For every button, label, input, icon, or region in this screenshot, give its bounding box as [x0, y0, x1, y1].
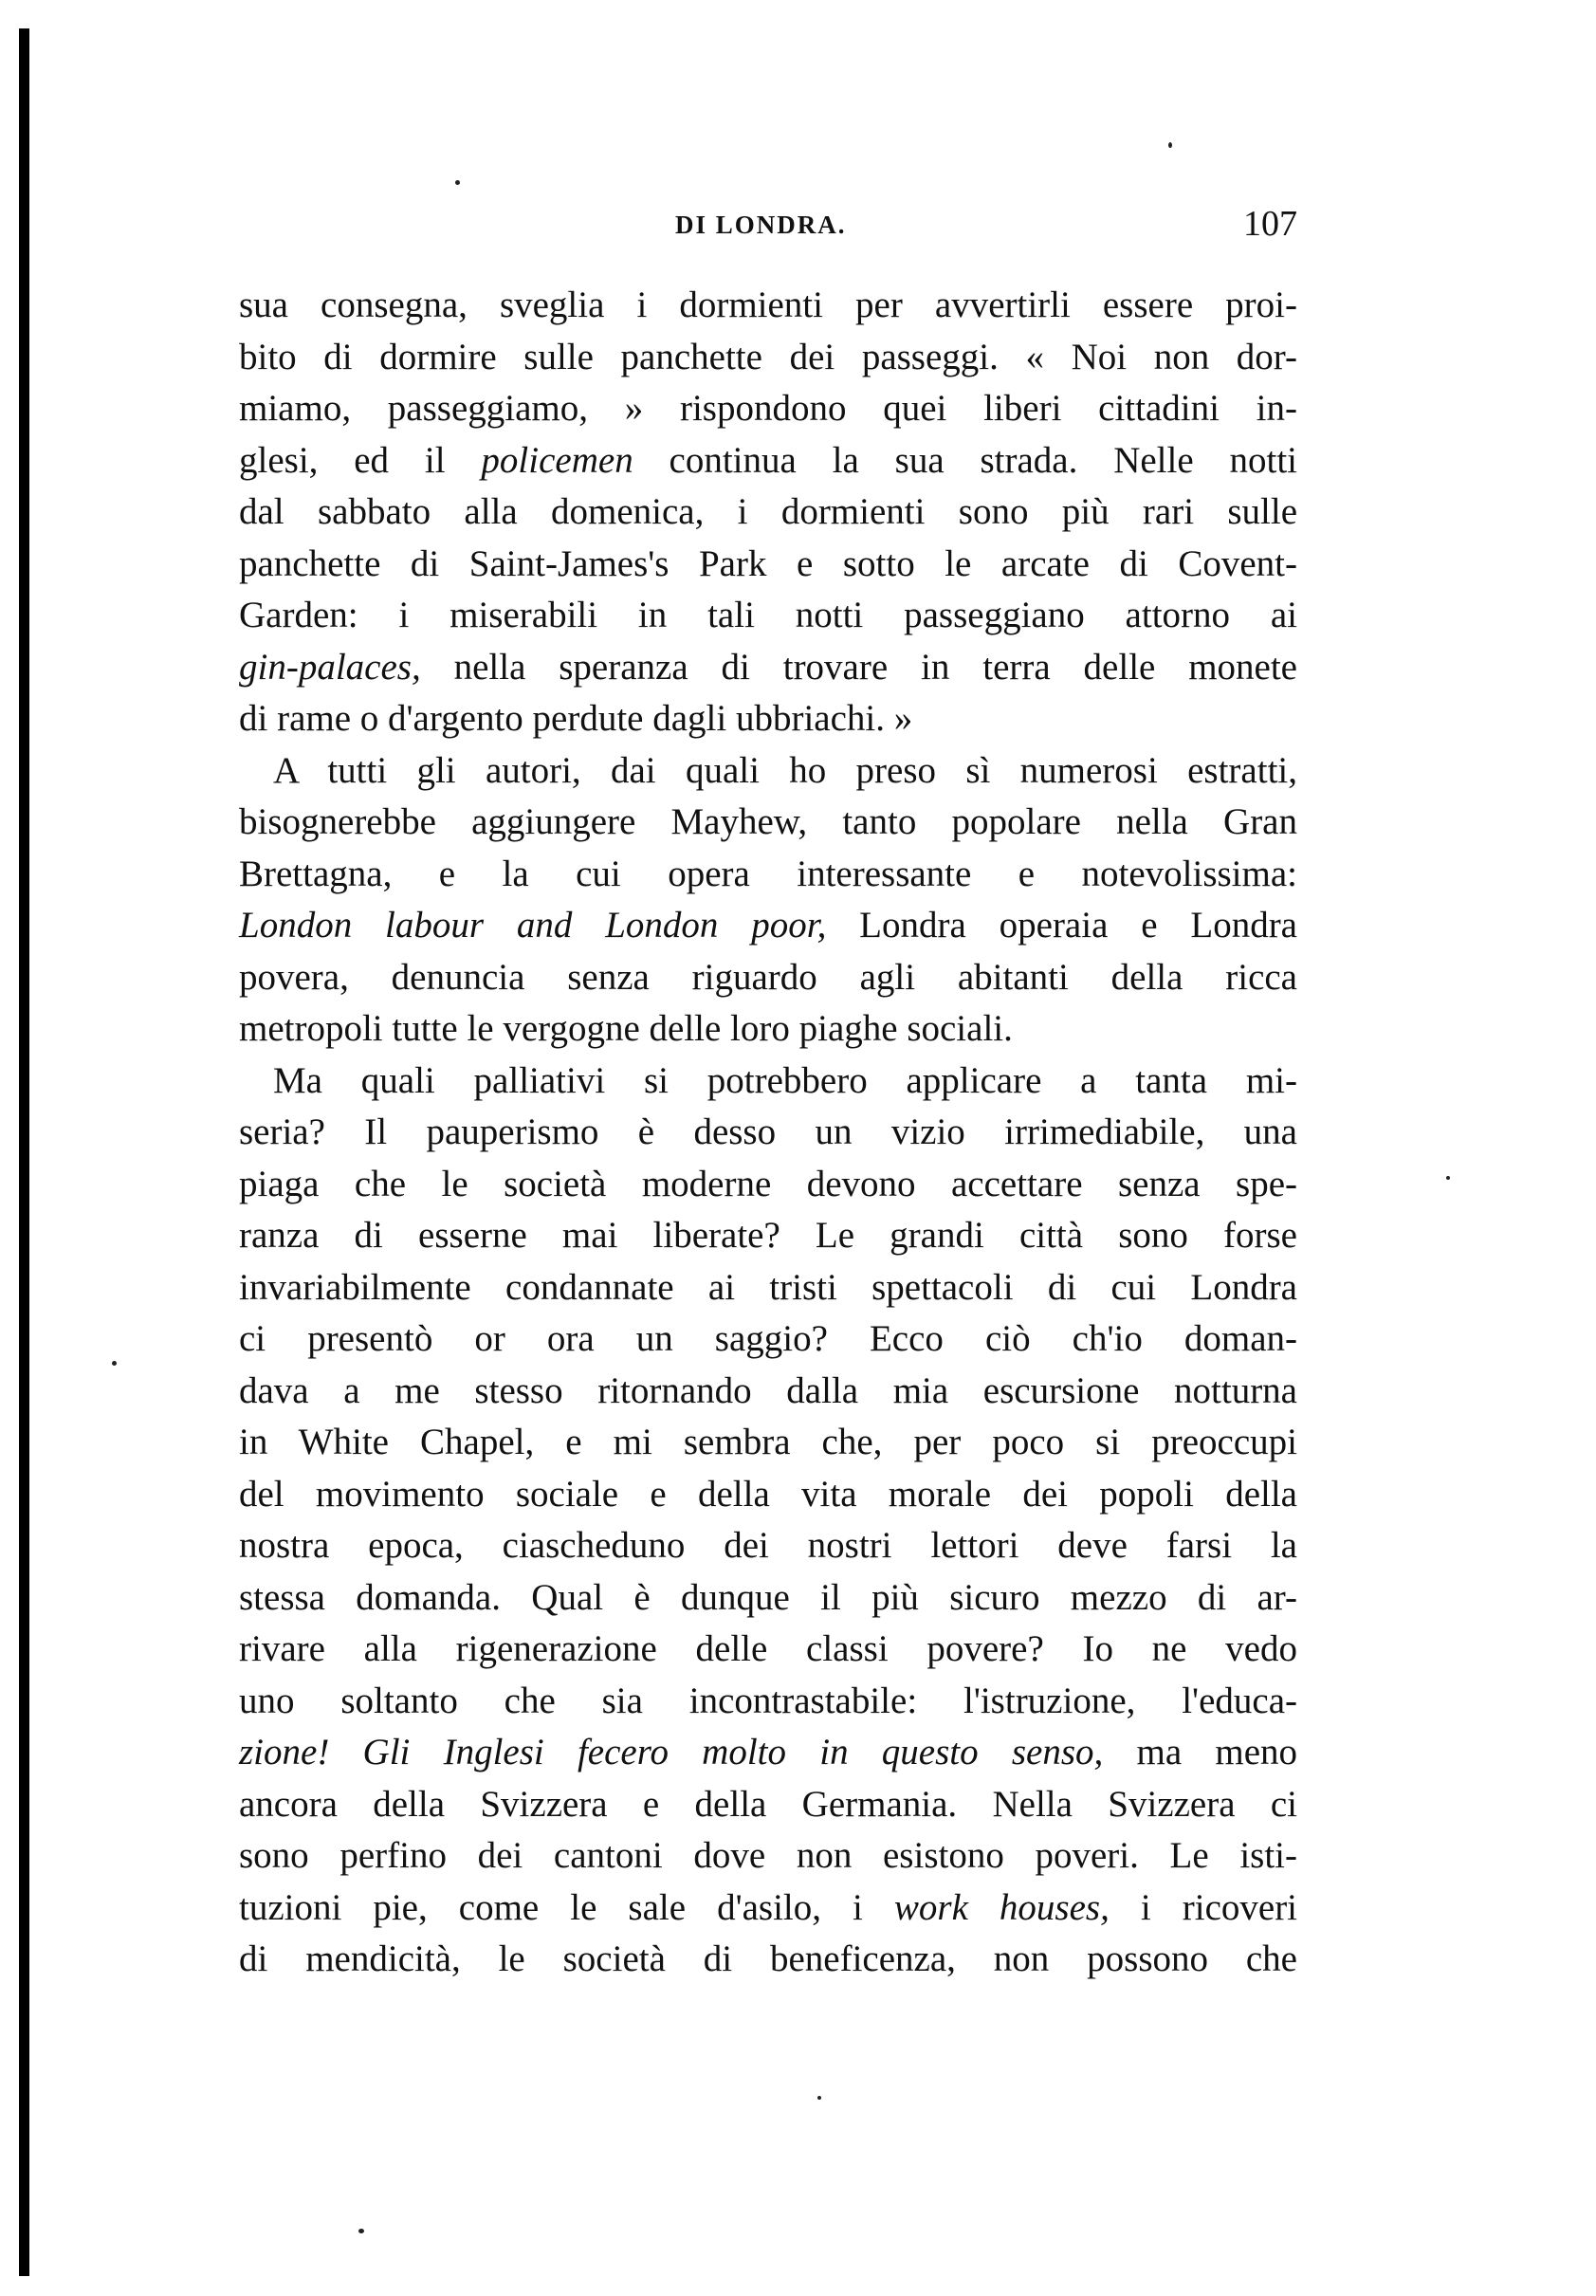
text-line [239, 1107, 1297, 1159]
text-segment: dava a me stesso ritornando dalla mia escursione notturna [239, 1369, 1297, 1411]
text-segment: sono perfino dei cantoni dove non esistono poveri. Le isti- [239, 1835, 1297, 1876]
scan-speck [1446, 1176, 1450, 1180]
italic-text: gin-palaces, [239, 646, 421, 688]
text-segment: di rame o d'argento perdute dagli ubbriachi. » [239, 698, 913, 739]
text-line [239, 1313, 1297, 1366]
text-line [239, 1883, 1297, 1935]
text-line [239, 280, 1297, 332]
running-title: DI LONDRA. [675, 211, 847, 239]
text-line [239, 435, 1297, 487]
page-binding-edge [19, 28, 29, 2276]
text-line [239, 1676, 1297, 1728]
text-line [239, 1159, 1297, 1211]
text-segment: continua la sua strada. Nelle notti [633, 439, 1297, 481]
text-segment: povera, denuncia senza riguardo agli abitanti della ricca [239, 956, 1297, 998]
text-line [239, 332, 1297, 384]
scan-speck [817, 2096, 821, 2100]
text-segment: invariabilmente condannate ai tristi spettacoli di cui Londra [239, 1266, 1297, 1308]
text-line [239, 1830, 1297, 1883]
text-segment: dal sabbato alla domenica, i dormienti sono più rari sulle [239, 491, 1297, 532]
text-line [239, 1210, 1297, 1262]
text-line [239, 900, 1297, 952]
scan-speck [1168, 142, 1172, 148]
text-segment: rivare alla rigenerazione delle classi povere? Io ne vedo [239, 1628, 1297, 1669]
text-line [239, 1469, 1297, 1521]
text-segment: i ricoveri [1109, 1886, 1298, 1928]
text-line [239, 1520, 1297, 1572]
text-segment: panchette di Saint-James's Park e sotto le arcate di Covent- [239, 542, 1297, 584]
text-line [239, 745, 1297, 798]
text-segment: metropoli tutte le vergogne delle loro piaghe sociali. [239, 1008, 1013, 1049]
text-segment: tuzioni pie, come le sale d'asilo, i [239, 1886, 894, 1928]
text-line [239, 1366, 1297, 1418]
text-line [239, 1417, 1297, 1469]
text-segment: ranza di esserne mai liberate? Le grandi città sono forse [239, 1215, 1297, 1256]
scan-speck [112, 1361, 117, 1366]
text-line [239, 383, 1297, 435]
text-segment: nella speranza di trovare in terra delle monete [420, 646, 1297, 688]
text-segment: bito di dormire sulle panchette dei passeggi. « Noi non dor- [239, 336, 1297, 377]
text-segment: Garden: i miserabili in tali notti passeggiano attorno ai [239, 595, 1297, 635]
text-segment: miamo, passeggiamo, » rispondono quei liberi cittadini in- [239, 388, 1297, 429]
text-segment: Ma quali palliativi si potrebbero applicare a tanta mi- [273, 1059, 1297, 1101]
text-segment: glesi, ed il [239, 439, 482, 481]
text-line [239, 693, 1297, 745]
text-segment: nostra epoca, ciascheduno dei nostri lettori deve farsi la [239, 1525, 1297, 1566]
text-segment: ancora della Svizzera e della Germania. Nella Svizzera ci [239, 1783, 1297, 1825]
text-line [239, 1572, 1297, 1625]
text-segment: uno soltanto che sia incontrastabile: l'istruzione, l'educa- [239, 1680, 1297, 1721]
italic-text: London labour and London poor, [239, 905, 827, 946]
scan-speck [358, 2229, 364, 2233]
text-line [239, 1056, 1297, 1108]
text-line [239, 1779, 1297, 1831]
text-segment: Londra operaia e Londra [826, 905, 1297, 946]
text-segment: stessa domanda. Qual è dunque il più sicuro mezzo di ar- [239, 1576, 1297, 1618]
text-line [239, 1262, 1297, 1314]
italic-text: work houses, [893, 1886, 1110, 1928]
body-text [239, 280, 1297, 1986]
text-line [239, 1727, 1297, 1779]
text-line [239, 539, 1297, 591]
text-line [239, 487, 1297, 539]
text-line [239, 849, 1297, 901]
text-segment: in White Chapel, e mi sembra che, per poco si preoccupi [239, 1422, 1297, 1462]
scan-speck [455, 180, 460, 185]
text-segment: di mendicità, le società di beneficenza, non possono che [239, 1938, 1297, 1979]
text-line [239, 1003, 1297, 1056]
text-segment: sua consegna, sveglia i dormienti per avvertirli essere proi- [239, 285, 1297, 325]
italic-text: policemen [481, 439, 633, 481]
text-segment: bisognerebbe aggiungere Mayhew, tanto popolare nella Gran [239, 801, 1297, 842]
text-line [239, 797, 1297, 849]
text-segment: del movimento sociale e della vita morale dei popoli della [239, 1473, 1297, 1515]
text-line [239, 642, 1297, 694]
text-segment: Brettagna, e la cui opera interessante e notevolissima: [239, 853, 1297, 894]
page-number: 107 [1243, 204, 1297, 244]
text-line [239, 1934, 1297, 1986]
text-segment: ma meno [1103, 1732, 1298, 1773]
text-segment: ci presentò or ora un saggio? Ecco ciò ch'io doman- [239, 1318, 1297, 1359]
text-line [239, 1624, 1297, 1676]
text-line [239, 952, 1297, 1004]
text-segment: A tutti gli autori, dai quali ho preso sì numerosi estratti, [273, 749, 1297, 791]
text-line [239, 590, 1297, 642]
text-segment: seria? Il pauperismo è desso un vizio irrimediabile, una [239, 1111, 1297, 1152]
page-header [239, 204, 1297, 248]
italic-text: zione! Gli Inglesi fecero molto in questo senso, [239, 1732, 1104, 1773]
text-segment: piaga che le società moderne devono accettare senza spe- [239, 1163, 1297, 1204]
